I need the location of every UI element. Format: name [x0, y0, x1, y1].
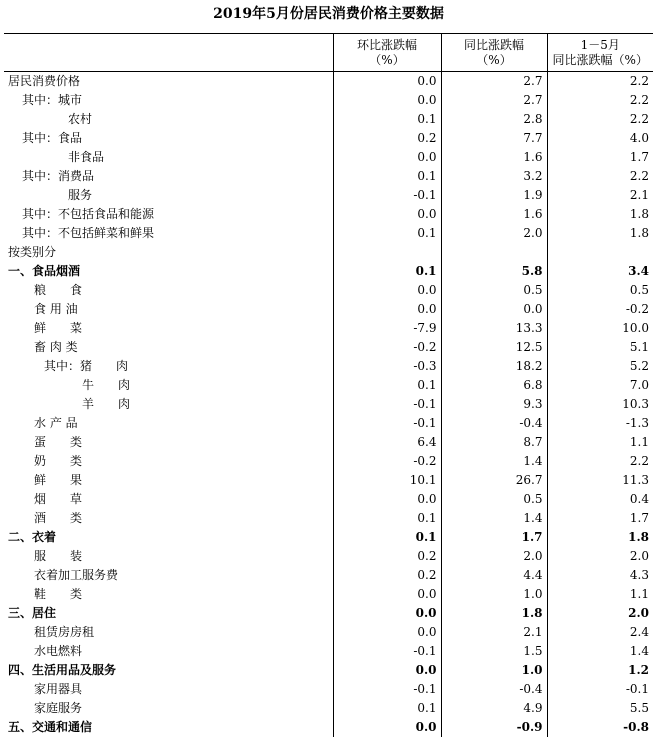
cell-cumulative: 2.2: [547, 72, 653, 92]
cell-yoy: 1.0: [441, 585, 547, 604]
cell-cumulative: 2.2: [547, 110, 653, 129]
cell-cumulative: 1.7: [547, 509, 653, 528]
row-label: 水电燃料: [4, 642, 333, 661]
table-row: [4, 262, 653, 281]
cell-cumulative: 11.3: [547, 471, 653, 490]
table-header-row: [4, 34, 653, 72]
cell-yoy: 0.5: [441, 490, 547, 509]
cell-yoy: 2.7: [441, 72, 547, 92]
cell-cumulative: 10.3: [547, 395, 653, 414]
cell-yoy: -0.4: [441, 414, 547, 433]
cell-yoy: 1.6: [441, 205, 547, 224]
cell-yoy: 9.3: [441, 395, 547, 414]
cell-cumulative: 1.1: [547, 433, 653, 452]
row-label: 食 用 油: [4, 300, 333, 319]
table-row: [4, 566, 653, 585]
cell-yoy: 1.8: [441, 604, 547, 623]
cell-mom: 0.0: [333, 661, 441, 680]
row-label: 奶 类: [4, 452, 333, 471]
cell-yoy: 2.7: [441, 91, 547, 110]
cell-cumulative: [547, 243, 653, 262]
cell-yoy: 2.0: [441, 547, 547, 566]
row-label: 一、食品烟酒: [4, 262, 333, 281]
header-yoy-line1: 同比涨跌幅: [442, 38, 547, 53]
row-label: 畜 肉 类: [4, 338, 333, 357]
cell-cumulative: 2.0: [547, 604, 653, 623]
row-label: 租赁房房租: [4, 623, 333, 642]
row-label: 农村: [4, 110, 333, 129]
cell-yoy: 2.1: [441, 623, 547, 642]
table-row: [4, 319, 653, 338]
row-label: 按类别分: [4, 243, 333, 262]
header-mom-line1: 环比涨跌幅: [334, 38, 441, 53]
cell-mom: 0.0: [333, 300, 441, 319]
table-row: [4, 509, 653, 528]
cell-mom: 0.0: [333, 72, 441, 92]
cell-mom: 0.1: [333, 224, 441, 243]
cell-mom: 0.0: [333, 281, 441, 300]
cell-cumulative: 2.1: [547, 186, 653, 205]
cell-cumulative: 5.2: [547, 357, 653, 376]
table-row: [4, 680, 653, 699]
cell-yoy: 7.7: [441, 129, 547, 148]
cell-cumulative: 2.2: [547, 91, 653, 110]
row-label: 三、居住: [4, 604, 333, 623]
cell-mom: 0.2: [333, 547, 441, 566]
row-label: 蛋 类: [4, 433, 333, 452]
row-label: 家庭服务: [4, 699, 333, 718]
row-label: 衣着加工服务费: [4, 566, 333, 585]
cell-yoy: 4.9: [441, 699, 547, 718]
cell-yoy: 26.7: [441, 471, 547, 490]
table-row: [4, 471, 653, 490]
header-cumulative: [547, 34, 653, 72]
cpi-table: [4, 33, 653, 737]
table-row: [4, 395, 653, 414]
row-label: 其中：不包括食品和能源: [4, 205, 333, 224]
table-row: [4, 224, 653, 243]
table-row: [4, 148, 653, 167]
cell-yoy: 0.0: [441, 300, 547, 319]
table-row: [4, 414, 653, 433]
table-row: [4, 357, 653, 376]
cell-cumulative: 5.1: [547, 338, 653, 357]
row-label: 家用器具: [4, 680, 333, 699]
row-label: 烟 草: [4, 490, 333, 509]
cell-mom: 10.1: [333, 471, 441, 490]
row-label: 服 装: [4, 547, 333, 566]
row-label: 牛 肉: [4, 376, 333, 395]
cell-mom: -0.2: [333, 452, 441, 471]
cell-mom: 0.0: [333, 148, 441, 167]
row-label: 其中：猪 肉: [4, 357, 333, 376]
row-label: 粮 食: [4, 281, 333, 300]
page-title: 2019年5月份居民消费价格主要数据: [0, 0, 657, 28]
cell-mom: 0.1: [333, 167, 441, 186]
cell-mom: 0.0: [333, 490, 441, 509]
cell-cumulative: 2.4: [547, 623, 653, 642]
table-row: [4, 205, 653, 224]
row-label: 水 产 品: [4, 414, 333, 433]
row-label: 羊 肉: [4, 395, 333, 414]
cell-cumulative: 1.7: [547, 148, 653, 167]
row-label: 居民消费价格: [4, 72, 333, 92]
table-row: [4, 642, 653, 661]
table-row: [4, 661, 653, 680]
cell-yoy: 1.0: [441, 661, 547, 680]
cell-mom: 0.0: [333, 91, 441, 110]
cell-mom: 0.1: [333, 528, 441, 547]
cell-mom: 0.1: [333, 699, 441, 718]
cell-yoy: 6.8: [441, 376, 547, 395]
cell-yoy: 1.4: [441, 452, 547, 471]
cell-yoy: -0.9: [441, 718, 547, 737]
table-row: [4, 129, 653, 148]
cell-yoy: [441, 243, 547, 262]
table-row: [4, 110, 653, 129]
cell-mom: -0.1: [333, 642, 441, 661]
cell-mom: -7.9: [333, 319, 441, 338]
row-label: 五、交通和通信: [4, 718, 333, 737]
header-mom: [333, 34, 441, 72]
table-row: [4, 528, 653, 547]
cell-mom: 0.1: [333, 509, 441, 528]
cell-mom: [333, 243, 441, 262]
cell-mom: 0.1: [333, 376, 441, 395]
row-label: 酒 类: [4, 509, 333, 528]
row-label: 鲜 菜: [4, 319, 333, 338]
cell-cumulative: 10.0: [547, 319, 653, 338]
table-row: [4, 72, 653, 92]
header-mom-line2: （%）: [334, 53, 441, 68]
header-yoy: [441, 34, 547, 72]
cell-mom: -0.2: [333, 338, 441, 357]
row-label: 二、衣着: [4, 528, 333, 547]
header-yoy-line2: （%）: [442, 53, 547, 68]
table-row: [4, 699, 653, 718]
cell-mom: -0.1: [333, 186, 441, 205]
cell-yoy: 2.0: [441, 224, 547, 243]
row-label: 其中：城市: [4, 91, 333, 110]
cell-cumulative: 2.2: [547, 167, 653, 186]
cell-yoy: 0.5: [441, 281, 547, 300]
cell-mom: 0.0: [333, 585, 441, 604]
cell-mom: 0.0: [333, 205, 441, 224]
cell-mom: 0.1: [333, 110, 441, 129]
cell-yoy: 18.2: [441, 357, 547, 376]
table-row: [4, 167, 653, 186]
cell-mom: -0.1: [333, 395, 441, 414]
row-label: 服务: [4, 186, 333, 205]
cell-yoy: 3.2: [441, 167, 547, 186]
cell-cumulative: 5.5: [547, 699, 653, 718]
header-cum-line1: 1－5月: [548, 38, 654, 53]
cell-mom: 0.2: [333, 129, 441, 148]
cell-yoy: 1.7: [441, 528, 547, 547]
cell-mom: -0.1: [333, 414, 441, 433]
cell-yoy: 8.7: [441, 433, 547, 452]
cell-cumulative: 4.3: [547, 566, 653, 585]
table-row: [4, 281, 653, 300]
row-label: 其中：食品: [4, 129, 333, 148]
table-row: [4, 300, 653, 319]
table-row: [4, 243, 653, 262]
table-row: [4, 376, 653, 395]
cell-mom: 0.2: [333, 566, 441, 585]
cell-cumulative: -0.2: [547, 300, 653, 319]
row-label: 非食品: [4, 148, 333, 167]
cell-mom: 0.0: [333, 718, 441, 737]
table-row: [4, 623, 653, 642]
cell-cumulative: 1.8: [547, 224, 653, 243]
cell-mom: 0.1: [333, 262, 441, 281]
cell-cumulative: -0.1: [547, 680, 653, 699]
cell-yoy: 2.8: [441, 110, 547, 129]
table-row: [4, 604, 653, 623]
cell-yoy: 13.3: [441, 319, 547, 338]
cell-yoy: 1.4: [441, 509, 547, 528]
cell-cumulative: 1.8: [547, 528, 653, 547]
header-item: [4, 34, 333, 72]
table-body: [4, 72, 653, 737]
table-row: [4, 338, 653, 357]
cell-yoy: 1.9: [441, 186, 547, 205]
table-row: [4, 452, 653, 471]
cell-yoy: 1.5: [441, 642, 547, 661]
cell-cumulative: 1.4: [547, 642, 653, 661]
row-label: 鞋 类: [4, 585, 333, 604]
cell-yoy: 4.4: [441, 566, 547, 585]
row-label: 其中：不包括鲜菜和鲜果: [4, 224, 333, 243]
header-cum-line2: 同比涨跌幅（%）: [548, 53, 654, 68]
cell-cumulative: -1.3: [547, 414, 653, 433]
table-row: [4, 490, 653, 509]
cell-yoy: -0.4: [441, 680, 547, 699]
cell-mom: -0.1: [333, 680, 441, 699]
cell-cumulative: 2.0: [547, 547, 653, 566]
cell-cumulative: 1.8: [547, 205, 653, 224]
cell-cumulative: 4.0: [547, 129, 653, 148]
cell-cumulative: 3.4: [547, 262, 653, 281]
cell-cumulative: 1.1: [547, 585, 653, 604]
table-row: [4, 585, 653, 604]
cell-cumulative: 0.5: [547, 281, 653, 300]
table-row: [4, 718, 653, 737]
cell-mom: 6.4: [333, 433, 441, 452]
table-row: [4, 547, 653, 566]
cell-mom: 0.0: [333, 623, 441, 642]
cell-yoy: 5.8: [441, 262, 547, 281]
cell-cumulative: 2.2: [547, 452, 653, 471]
cell-yoy: 12.5: [441, 338, 547, 357]
row-label: 鲜 果: [4, 471, 333, 490]
table-row: [4, 186, 653, 205]
row-label: 其中：消费品: [4, 167, 333, 186]
cell-cumulative: -0.8: [547, 718, 653, 737]
cell-yoy: 1.6: [441, 148, 547, 167]
table-row: [4, 433, 653, 452]
row-label: 四、生活用品及服务: [4, 661, 333, 680]
cell-mom: 0.0: [333, 604, 441, 623]
table-row: [4, 91, 653, 110]
cell-cumulative: 1.2: [547, 661, 653, 680]
cell-cumulative: 7.0: [547, 376, 653, 395]
cell-cumulative: 0.4: [547, 490, 653, 509]
cell-mom: -0.3: [333, 357, 441, 376]
